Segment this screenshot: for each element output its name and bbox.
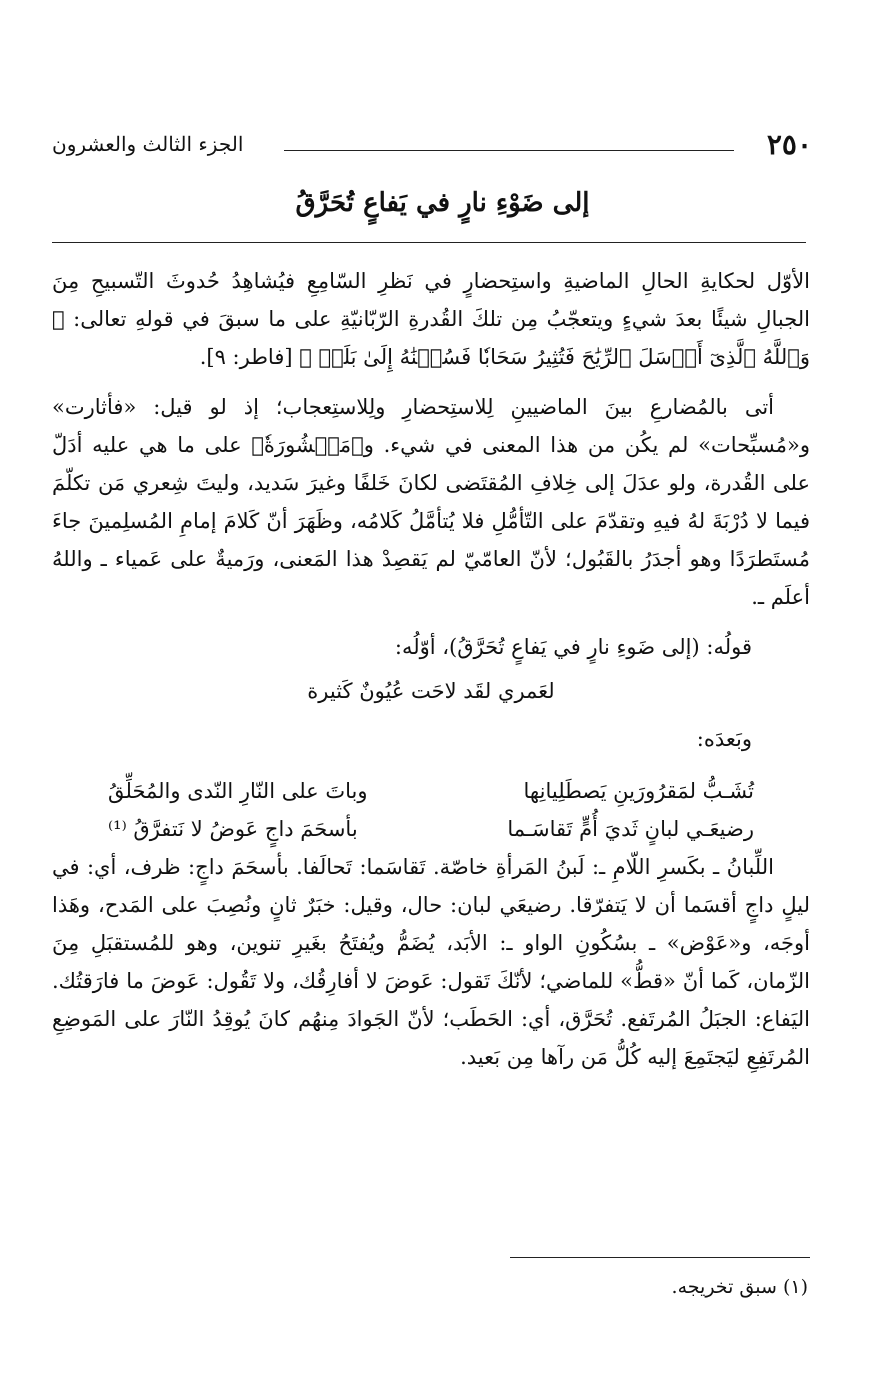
body-text xyxy=(52,262,810,1088)
title-rule xyxy=(52,242,806,243)
verse-opening-line: لعَمري لقَد لاحَت عُيُونٌ كَثيرة xyxy=(307,679,555,703)
section-title: إلى ضَوْءِ نارٍ في يَفاعٍ تُحَرَّقُ xyxy=(295,188,590,218)
gloss-paragraph: اللِّبانُ ـ بكَسرِ اللّامِ ـ: لَبنُ المَرأةِ خاصّة. تَقاسَما: تَحالَفا. بأسحَمَ داجٍ: ظرف، أي: في ليلٍ داجٍ أقسَما أن لا يَتفرّقا. رضيعَي لبان: حال، وقيل: خبَرٌ ثانٍ ونُصِبَ على المَدح، وهَذا أوجَه، و«عَوْض» ـ بسُكُونِ الواو ـ: الأبَد، يُضَمُّ ويُفتَحُ بغَيرِ تنوين، وهو للمُستقبَلِ مِنَ الزّمان، كَما أنّ «قطُّ» للماضي؛ لأنّكَ تَقول: عَوضَ لا أفارِقُك، ولا تَقُول: عَوضَ ما فارَقتُك. اليَفاع: الجبَلُ المُرتَفع. تُحَرَّق، أي: الحَطَب؛ لأنّ الجَوادَ مِنهُم كانَ يُوقِدُ النّارَ على المَوضِعِ المُرتَفِعِ ليَجتَمِعَ إليه كُلُّ مَن رآها مِن بَعيد. xyxy=(52,855,810,1069)
after-label: وبَعدَه: xyxy=(696,727,752,751)
page-number: ٢٥٠ xyxy=(766,128,812,161)
footnote-rule xyxy=(510,1257,810,1258)
couplet-line-1 xyxy=(52,772,810,810)
paragraph-1: الأوّل لحكايةِ الحالِ الماضيةِ واستِحضارٍ في نَظرِ السّامِعِ فيُشاهِدُ حُدوثَ التّسبيحِ مِنَ الجبالِ شيئًا بعدَ شيءٍ ويتعجّبُ مِن تلكَ القُدرةِ الرّبّانيّةِ على ما سبقَ في قولهِ تعالى: ﴿ وَٱللَّهُ ٱلَّذِىٓ أَرۡسَلَ ٱلرِّيَٰحَ فَتُثِيرُ سَحَابٗا فَسُقۡنَٰهُ إِلَىٰ بَلَدٖ ﴾ [فاطر: ٩]. xyxy=(52,269,810,369)
hemistich-1-left: وباتَ على النّارِ النّدى والمُحَلِّقُ xyxy=(108,779,368,803)
footnote: (١) سبق تخريجه. xyxy=(671,1276,808,1298)
saying-heading: قولُه: (إلى ضَوءِ نارٍ في يَفاعٍ تُحَرَّقُ)، أوّلُه: xyxy=(394,635,752,659)
running-title: الجزء الثالث والعشرون xyxy=(52,132,244,156)
page-header xyxy=(52,128,812,168)
hemistich-2-left: بأسحَمَ داجٍ عَوضُ لا نَتفرَّقُ ⁽¹⁾ xyxy=(108,817,358,841)
couplet-line-2 xyxy=(52,810,810,848)
hemistich-1-right: تُشَـبُّ لمَقرُورَينِ يَصطَلِيانِها xyxy=(523,779,754,803)
paragraph-2: أتى بالمُضارعِ بينَ الماضيينِ لِلاستِحضارِ ولِلاستِعجاب؛ إذ لو قيل: «فأثارت» و«مُسبِّحات» لم يكُن من هذا المعنى في شيء. و﴿مَحۡشُورَةٗ﴾ على ما هي عليه أدَلّ على القُدرة، ولو عدَلَ إلى خِلافِ المُقتَضى لكانَ خَلفًا وغيرَ سَديد، وليتَ شِعري مَن تكلّمَ فيما لا دُرْبَةَ لهُ فيهِ وتقدّمَ على التّأمُّلِ فلا يُتأمَّلُ كَلامُه، وظَهَرَ أنّ كَلامَ إمامِ المُسلِمينَ جاءَ مُستَطرَدًا وهو أجدَرُ بالقَبُول؛ لأنّ العامّيّ لم يَقصِدْ هذا المَعنى، ورَميةٌ على عَمياء ـ واللهُ أعلَم ـ. xyxy=(52,395,810,609)
hemistich-2-right: رضيعَـي لبانٍ ثَديَ أُمٍّ تَقاسَـما xyxy=(507,817,754,841)
header-rule xyxy=(284,150,734,151)
